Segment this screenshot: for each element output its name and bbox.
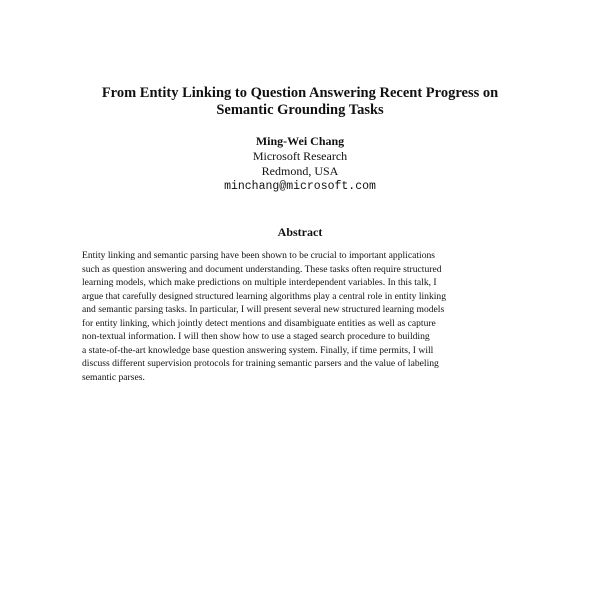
abstract-line: such as question answering and document understanding. These tasks often require structured [82, 263, 442, 275]
abstract-line: and semantic parsing tasks. In particular, I will present several new structured learning models [82, 304, 445, 315]
author-affiliation: Microsoft Research [252, 149, 348, 163]
abstract-heading: Abstract [277, 225, 323, 239]
abstract-line: non-textual information. I will then show how to use a staged search procedure to building [82, 331, 430, 342]
abstract-line: discuss different supervision protocols for training semantic parsers and the value of labeling [82, 358, 439, 369]
abstract-body [82, 249, 504, 384]
author-email: minchang@microsoft.com [224, 180, 376, 193]
author-name: Ming-Wei Chang [255, 134, 345, 148]
paper-title [60, 85, 540, 119]
author-block [100, 134, 500, 194]
abstract-line: a state-of-the-art knowledge base question answering system. Finally, if time permits, I will [82, 344, 434, 356]
abstract-line: learning models, which make predictions on multiple interdependent variables. In this talk, I [82, 277, 437, 288]
abstract-line: semantic parses. [82, 371, 145, 383]
abstract-line: argue that carefully designed structured learning algorithms play a central role in entity linking [82, 290, 447, 302]
paper-title-line-1: From Entity Linking to Question Answering Recent Progress on [101, 85, 499, 101]
abstract-line: Entity linking and semantic parsing have been shown to be crucial to important applications [82, 250, 436, 261]
author-location: Redmond, USA [261, 164, 339, 178]
abstract-line: for entity linking, which jointly detect mentions and disambiguate entities as well as capture [82, 317, 436, 329]
paper-title-line-2: Semantic Grounding Tasks [216, 102, 384, 118]
